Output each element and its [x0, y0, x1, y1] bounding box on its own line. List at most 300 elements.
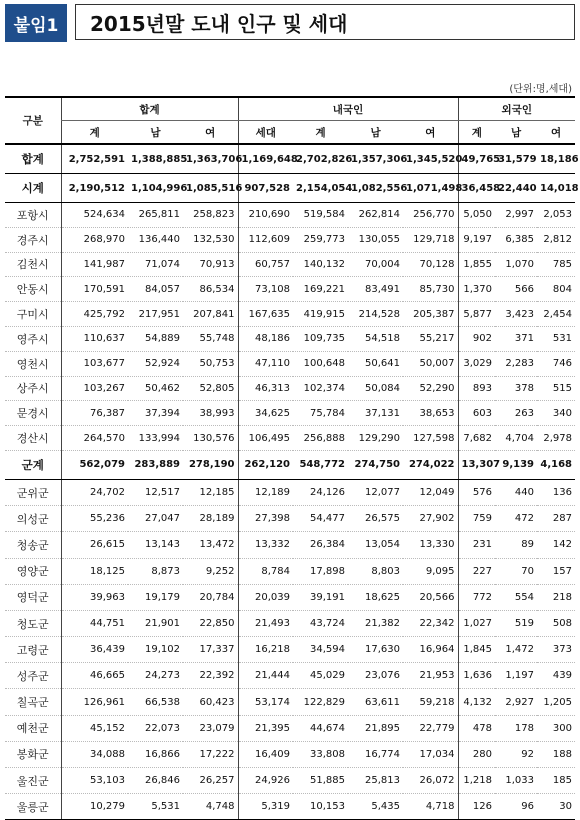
column-header-sub: 남 — [128, 121, 183, 145]
table-row — [5, 203, 575, 228]
unit-label: (단위:명,세대) — [509, 84, 572, 95]
table-cell: 27,398 — [238, 506, 293, 532]
table-cell: 17,337 — [183, 637, 238, 663]
table-cell: 205,387 — [403, 302, 458, 327]
table-cell: 6,385 — [495, 227, 537, 252]
table-row — [5, 715, 575, 741]
table-row — [5, 637, 575, 663]
table-cell: 4,704 — [495, 426, 537, 451]
table-cell: 519,584 — [293, 203, 348, 228]
table-cell: 21,382 — [348, 610, 403, 636]
table-cell: 1,205 — [537, 689, 575, 715]
table-row — [5, 450, 575, 479]
table-cell: 2,978 — [537, 426, 575, 451]
table-cell: 759 — [458, 506, 495, 532]
table-cell: 21,953 — [403, 663, 458, 689]
table-cell: 2,702,826 — [293, 144, 348, 174]
table-cell: 2,752,591 — [61, 144, 128, 174]
table-cell: 50,462 — [128, 376, 183, 401]
table-cell: 13,472 — [183, 532, 238, 558]
column-header-sub: 세대 — [238, 121, 293, 145]
table-cell: 3,029 — [458, 351, 495, 376]
table-cell: 1,363,706 — [183, 144, 238, 174]
table-cell: 21,895 — [348, 715, 403, 741]
table-cell: 85,730 — [403, 277, 458, 302]
table-cell: 109,735 — [293, 326, 348, 351]
table-cell: 89 — [495, 532, 537, 558]
table-row — [5, 326, 575, 351]
table-cell: 1,388,885 — [128, 144, 183, 174]
table-cell: 13,332 — [238, 532, 293, 558]
table-row — [5, 174, 575, 203]
table-cell: 106,495 — [238, 426, 293, 451]
table-cell: 34,088 — [61, 741, 128, 767]
column-header-sub: 여 — [183, 121, 238, 145]
table-row — [5, 401, 575, 426]
table-cell: 17,898 — [293, 558, 348, 584]
table-cell: 59,218 — [403, 689, 458, 715]
table-cell: 12,185 — [183, 479, 238, 505]
table-cell: 1,855 — [458, 252, 495, 277]
table-cell: 24,702 — [61, 479, 128, 505]
table-cell: 130,055 — [348, 227, 403, 252]
table-cell: 129,718 — [403, 227, 458, 252]
table-row — [5, 506, 575, 532]
table-cell: 37,394 — [128, 401, 183, 426]
table-cell: 907,528 — [238, 174, 293, 203]
table-cell: 18,125 — [61, 558, 128, 584]
table-cell: 26,072 — [403, 768, 458, 794]
table-cell: 33,808 — [293, 741, 348, 767]
table-cell: 548,772 — [293, 450, 348, 479]
table-cell: 100,648 — [293, 351, 348, 376]
row-label: 김천시 — [5, 252, 61, 277]
column-header-sub: 계 — [293, 121, 348, 145]
table-cell: 22,392 — [183, 663, 238, 689]
table-row — [5, 426, 575, 451]
row-label: 의성군 — [5, 506, 61, 532]
table-cell: 531 — [537, 326, 575, 351]
table-cell: 126 — [458, 794, 495, 820]
table-cell: 378 — [495, 376, 537, 401]
table-cell: 38,653 — [403, 401, 458, 426]
table-cell: 20,784 — [183, 584, 238, 610]
table-cell: 22,850 — [183, 610, 238, 636]
table-cell: 84,057 — [128, 277, 183, 302]
table-cell: 603 — [458, 401, 495, 426]
row-label: 울릉군 — [5, 794, 61, 820]
table-cell: 96 — [495, 794, 537, 820]
table-cell: 12,517 — [128, 479, 183, 505]
table-cell: 129,290 — [348, 426, 403, 451]
row-label: 영덕군 — [5, 584, 61, 610]
table-cell: 1,197 — [495, 663, 537, 689]
table-cell: 371 — [495, 326, 537, 351]
table-cell: 2,812 — [537, 227, 575, 252]
table-cell: 49,765 — [458, 144, 495, 174]
table-cell: 37,131 — [348, 401, 403, 426]
row-label: 구미시 — [5, 302, 61, 327]
table-cell: 18,625 — [348, 584, 403, 610]
table-cell: 278,190 — [183, 450, 238, 479]
table-cell: 178 — [495, 715, 537, 741]
table-cell: 218 — [537, 584, 575, 610]
table-cell: 21,901 — [128, 610, 183, 636]
table-cell: 122,829 — [293, 689, 348, 715]
table-cell: 256,888 — [293, 426, 348, 451]
table-cell: 23,079 — [183, 715, 238, 741]
row-label: 안동시 — [5, 277, 61, 302]
row-label: 영천시 — [5, 351, 61, 376]
table-cell: 508 — [537, 610, 575, 636]
table-cell: 54,889 — [128, 326, 183, 351]
table-cell: 2,283 — [495, 351, 537, 376]
table-cell: 10,279 — [61, 794, 128, 820]
table-row — [5, 351, 575, 376]
table-cell: 36,458 — [458, 174, 495, 203]
table-cell: 9,095 — [403, 558, 458, 584]
table-cell: 419,915 — [293, 302, 348, 327]
column-header-sub: 남 — [495, 121, 537, 145]
table-cell: 103,267 — [61, 376, 128, 401]
table-cell: 44,751 — [61, 610, 128, 636]
row-label: 울진군 — [5, 768, 61, 794]
table-cell: 55,236 — [61, 506, 128, 532]
table-cell: 24,126 — [293, 479, 348, 505]
table-cell: 12,049 — [403, 479, 458, 505]
table-cell: 141,987 — [61, 252, 128, 277]
table-cell: 425,792 — [61, 302, 128, 327]
table-cell: 26,257 — [183, 768, 238, 794]
table-cell: 274,022 — [403, 450, 458, 479]
table-cell: 23,076 — [348, 663, 403, 689]
table-row — [5, 689, 575, 715]
table-cell: 262,814 — [348, 203, 403, 228]
table-cell: 142 — [537, 532, 575, 558]
table-cell: 140,132 — [293, 252, 348, 277]
table-cell: 13,307 — [458, 450, 495, 479]
table-cell: 2,190,512 — [61, 174, 128, 203]
table-cell: 562,079 — [61, 450, 128, 479]
table-cell: 70,913 — [183, 252, 238, 277]
table-cell: 1,636 — [458, 663, 495, 689]
table-cell: 439 — [537, 663, 575, 689]
column-header-sub: 여 — [403, 121, 458, 145]
column-header-gubun: 구분 — [5, 97, 61, 144]
table-cell: 19,179 — [128, 584, 183, 610]
table-cell: 440 — [495, 479, 537, 505]
row-label: 영양군 — [5, 558, 61, 584]
row-label: 포항시 — [5, 203, 61, 228]
table-cell: 1,085,516 — [183, 174, 238, 203]
table-cell: 34,594 — [293, 637, 348, 663]
table-cell: 3,423 — [495, 302, 537, 327]
table-cell: 20,039 — [238, 584, 293, 610]
table-cell: 52,290 — [403, 376, 458, 401]
table-cell: 2,154,054 — [293, 174, 348, 203]
table-cell: 18,186 — [537, 144, 575, 174]
table-cell: 92 — [495, 741, 537, 767]
table-cell: 26,575 — [348, 506, 403, 532]
table-cell: 55,748 — [183, 326, 238, 351]
attachment-badge: 붙임1 — [5, 4, 67, 42]
table-row — [5, 741, 575, 767]
table-cell: 127,598 — [403, 426, 458, 451]
row-label: 예천군 — [5, 715, 61, 741]
table-row — [5, 252, 575, 277]
row-label: 경주시 — [5, 227, 61, 252]
table-cell: 263 — [495, 401, 537, 426]
row-label: 상주시 — [5, 376, 61, 401]
row-label: 봉화군 — [5, 741, 61, 767]
table-cell: 9,252 — [183, 558, 238, 584]
table-cell: 126,961 — [61, 689, 128, 715]
table-row — [5, 302, 575, 327]
table-cell: 265,811 — [128, 203, 183, 228]
table-cell: 21,493 — [238, 610, 293, 636]
table-cell: 103,677 — [61, 351, 128, 376]
row-label: 군계 — [5, 450, 61, 479]
table-cell: 55,217 — [403, 326, 458, 351]
table-cell: 102,374 — [293, 376, 348, 401]
table-cell: 50,084 — [348, 376, 403, 401]
table-cell: 76,387 — [61, 401, 128, 426]
table-cell: 136 — [537, 479, 575, 505]
table-cell: 20,566 — [403, 584, 458, 610]
table-cell: 287 — [537, 506, 575, 532]
table-cell: 373 — [537, 637, 575, 663]
table-cell: 46,665 — [61, 663, 128, 689]
table-cell: 24,273 — [128, 663, 183, 689]
table-cell: 1,169,648 — [238, 144, 293, 174]
table-cell: 4,748 — [183, 794, 238, 820]
column-header-sub: 남 — [348, 121, 403, 145]
table-cell: 5,531 — [128, 794, 183, 820]
table-cell: 804 — [537, 277, 575, 302]
table-cell: 2,454 — [537, 302, 575, 327]
table-cell: 13,143 — [128, 532, 183, 558]
table-cell: 12,189 — [238, 479, 293, 505]
table-row — [5, 277, 575, 302]
row-label: 경산시 — [5, 426, 61, 451]
table-cell: 70,004 — [348, 252, 403, 277]
table-cell: 5,319 — [238, 794, 293, 820]
table-cell: 566 — [495, 277, 537, 302]
row-label: 합계 — [5, 144, 61, 174]
table-cell: 4,132 — [458, 689, 495, 715]
table-cell: 300 — [537, 715, 575, 741]
table-cell: 1,218 — [458, 768, 495, 794]
table-cell: 1,082,556 — [348, 174, 403, 203]
table-cell: 30 — [537, 794, 575, 820]
table-cell: 47,110 — [238, 351, 293, 376]
table-cell: 19,102 — [128, 637, 183, 663]
table-row — [5, 376, 575, 401]
table-cell: 340 — [537, 401, 575, 426]
table-cell: 5,435 — [348, 794, 403, 820]
table-cell: 53,103 — [61, 768, 128, 794]
table-cell: 167,635 — [238, 302, 293, 327]
table-cell: 1,070 — [495, 252, 537, 277]
table-row — [5, 610, 575, 636]
table-row — [5, 584, 575, 610]
table-cell: 210,690 — [238, 203, 293, 228]
table-cell: 268,970 — [61, 227, 128, 252]
table-cell: 14,018 — [537, 174, 575, 203]
table-cell: 8,784 — [238, 558, 293, 584]
table-cell: 54,518 — [348, 326, 403, 351]
table-cell: 46,313 — [238, 376, 293, 401]
table-cell: 132,530 — [183, 227, 238, 252]
row-label: 문경시 — [5, 401, 61, 426]
table-cell: 112,609 — [238, 227, 293, 252]
table-cell: 554 — [495, 584, 537, 610]
document-title: 2015년말 도내 인구 및 세대 — [75, 4, 575, 40]
document-header — [5, 4, 575, 42]
table-cell: 16,964 — [403, 637, 458, 663]
table-cell: 170,591 — [61, 277, 128, 302]
table-cell: 133,994 — [128, 426, 183, 451]
table-cell: 39,191 — [293, 584, 348, 610]
row-label: 칠곡군 — [5, 689, 61, 715]
row-label: 청송군 — [5, 532, 61, 558]
table-cell: 17,222 — [183, 741, 238, 767]
table-row — [5, 479, 575, 505]
table-cell: 31,579 — [495, 144, 537, 174]
table-cell: 52,805 — [183, 376, 238, 401]
table-cell: 902 — [458, 326, 495, 351]
table-cell: 50,641 — [348, 351, 403, 376]
table-cell: 16,218 — [238, 637, 293, 663]
table-cell: 63,611 — [348, 689, 403, 715]
table-cell: 515 — [537, 376, 575, 401]
table-cell: 13,330 — [403, 532, 458, 558]
population-table — [5, 96, 579, 820]
table-cell: 10,153 — [293, 794, 348, 820]
table-cell: 86,534 — [183, 277, 238, 302]
table-cell: 51,885 — [293, 768, 348, 794]
table-cell: 54,477 — [293, 506, 348, 532]
table-cell: 169,221 — [293, 277, 348, 302]
table-cell: 73,108 — [238, 277, 293, 302]
table-cell: 1,472 — [495, 637, 537, 663]
table-row — [5, 768, 575, 794]
table-cell: 22,073 — [128, 715, 183, 741]
table-cell: 27,902 — [403, 506, 458, 532]
table-cell: 1,027 — [458, 610, 495, 636]
table-cell: 71,074 — [128, 252, 183, 277]
table-cell: 17,630 — [348, 637, 403, 663]
table-cell: 70,128 — [403, 252, 458, 277]
table-cell: 519 — [495, 610, 537, 636]
table-cell: 66,538 — [128, 689, 183, 715]
row-label: 청도군 — [5, 610, 61, 636]
table-cell: 478 — [458, 715, 495, 741]
table-cell: 26,615 — [61, 532, 128, 558]
table-cell: 2,927 — [495, 689, 537, 715]
table-row — [5, 532, 575, 558]
table-cell: 45,152 — [61, 715, 128, 741]
table-cell: 43,724 — [293, 610, 348, 636]
table-cell: 4,718 — [403, 794, 458, 820]
table-cell: 83,491 — [348, 277, 403, 302]
table-cell: 70 — [495, 558, 537, 584]
column-header-sub: 계 — [458, 121, 495, 145]
table-cell: 283,889 — [128, 450, 183, 479]
table-cell: 34,625 — [238, 401, 293, 426]
table-cell: 50,007 — [403, 351, 458, 376]
group-header-foreign: 외국인 — [458, 97, 575, 121]
table-cell: 36,439 — [61, 637, 128, 663]
table-cell: 5,877 — [458, 302, 495, 327]
table-row — [5, 144, 575, 174]
table-cell: 1,845 — [458, 637, 495, 663]
table-cell: 8,803 — [348, 558, 403, 584]
table-cell: 256,770 — [403, 203, 458, 228]
table-cell: 60,757 — [238, 252, 293, 277]
table-cell: 45,029 — [293, 663, 348, 689]
table-cell: 136,440 — [128, 227, 183, 252]
table-cell: 8,873 — [128, 558, 183, 584]
table-cell: 12,077 — [348, 479, 403, 505]
table-cell: 746 — [537, 351, 575, 376]
table-cell: 4,168 — [537, 450, 575, 479]
table-cell: 9,139 — [495, 450, 537, 479]
table-cell: 16,774 — [348, 741, 403, 767]
table-cell: 28,189 — [183, 506, 238, 532]
table-cell: 17,034 — [403, 741, 458, 767]
table-cell: 1,357,306 — [348, 144, 403, 174]
table-cell: 274,750 — [348, 450, 403, 479]
group-header-domestic: 내국인 — [238, 97, 458, 121]
table-cell: 16,409 — [238, 741, 293, 767]
table-cell: 258,823 — [183, 203, 238, 228]
table-row — [5, 663, 575, 689]
row-label: 고령군 — [5, 637, 61, 663]
table-cell: 576 — [458, 479, 495, 505]
table-cell: 2,053 — [537, 203, 575, 228]
table-cell: 26,384 — [293, 532, 348, 558]
table-cell: 50,753 — [183, 351, 238, 376]
table-cell: 16,866 — [128, 741, 183, 767]
table-cell: 785 — [537, 252, 575, 277]
table-cell: 185 — [537, 768, 575, 794]
table-cell: 217,951 — [128, 302, 183, 327]
table-cell: 24,926 — [238, 768, 293, 794]
table-cell: 48,186 — [238, 326, 293, 351]
table-cell: 22,440 — [495, 174, 537, 203]
table-cell: 1,033 — [495, 768, 537, 794]
table-cell: 22,779 — [403, 715, 458, 741]
group-header-total: 합계 — [61, 97, 238, 121]
table-cell: 52,924 — [128, 351, 183, 376]
table-cell: 1,370 — [458, 277, 495, 302]
table-cell: 26,846 — [128, 768, 183, 794]
table-cell: 188 — [537, 741, 575, 767]
table-cell: 53,174 — [238, 689, 293, 715]
table-cell: 1,104,996 — [128, 174, 183, 203]
table-row — [5, 227, 575, 252]
table-cell: 110,637 — [61, 326, 128, 351]
table-cell: 893 — [458, 376, 495, 401]
table-cell: 5,050 — [458, 203, 495, 228]
table-cell: 1,345,520 — [403, 144, 458, 174]
table-cell: 264,570 — [61, 426, 128, 451]
table-cell: 772 — [458, 584, 495, 610]
table-cell: 1,071,498 — [403, 174, 458, 203]
table-cell: 39,963 — [61, 584, 128, 610]
table-cell: 472 — [495, 506, 537, 532]
